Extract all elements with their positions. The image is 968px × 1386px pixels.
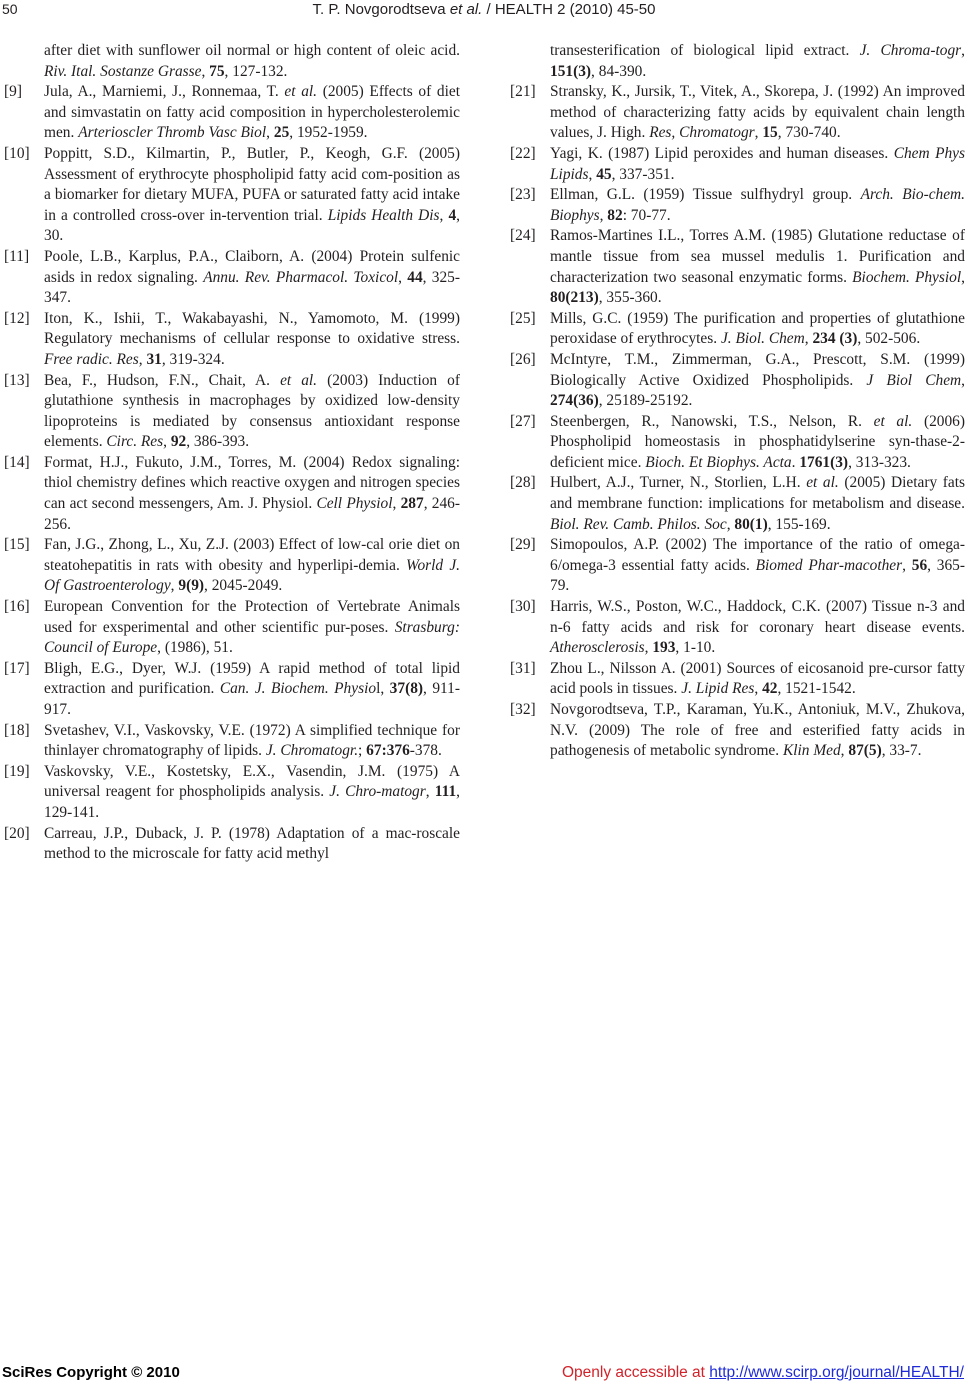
reference-number: [13] [4,371,30,389]
reference-entry [510,309,965,350]
reference-entry [4,453,460,535]
reference-entry [510,597,965,659]
reference-entry [510,82,965,144]
reference-number: [16] [4,598,30,616]
reference-text: Zhou L., Nilsson A. (2001) Sources of eicosanoid pre-cursor fatty acid pools in tissues. J. Lipid Res, 42, 1521-1542. [550,659,965,698]
reference-text: Svetashev, V.I., Vaskovsky, V.E. (1972) A simplified technique for thinlayer chromatography of lipids. J. Chromatogr.; 67:376-378. [44,721,460,760]
reference-text: Poole, L.B., Karplus, P.A., Claiborn, A. (2004) Protein sulfenic asids in redox signaling. Annu. Rev. Pharmacol. Toxicol, 44, 325-347. [44,247,460,307]
reference-number: [19] [4,762,30,780]
reference-entry [4,762,460,824]
reference-entry [4,247,460,309]
reference-entry [510,226,965,308]
reference-text: Simopoulos, A.P. (2002) The importance of the ratio of omega-6/omega-3 essential fatty acids. Biomed Phar-macother, 56, 365-79. [550,536,965,595]
reference-number: [29] [510,536,536,554]
reference-number: [15] [4,536,30,554]
reference-number: [30] [510,598,536,616]
reference-entry [510,185,965,226]
reference-text: Stransky, K., Jursik, T., Vitek, A., Skorepa, J. (1992) An improved method of characterizing fatty acids by equivalent chain length values, J. High. Res, Chromatogr, 15, 730-740. [550,83,965,142]
reference-text: Ramos-Martines I.L., Torres A.M. (1985) Glutatione reductase of mantle tissue from sea mussel medulis 1. Purification and characterization two seasonal enzymatic forms. Biochem. Physiol, 80(213), 355-360. [550,227,965,307]
reference-entry [510,350,965,412]
references-right-column [510,41,965,762]
reference-entry [4,309,460,371]
reference-number: [31] [510,659,536,677]
reference-text: Poppitt, S.D., Kilmartin, P., Butler, P., Keogh, G.F. (2005) Assessment of erythrocyte phospholipid fatty acid com-position as a biomarker for dietary MUFA, PUFA or saturated fatty acid intake in a controlled cross-over in-tervention trial. Lipids Health Dis, 4, 30. [44,144,460,245]
reference-text: Steenbergen, R., Nanowski, T.S., Nelson, R. et al. (2006) Phospholipid homeostasis in phosphatidylserine syn-thase-2-deficient mice. Bioch. Et Biophys. Acta. 1761(3), 313-323. [550,412,965,471]
reference-text: Vaskovsky, V.E., Kostetsky, E.X., Vasendin, J.M. (1975) A universal reagent for phospholipids analysis. J. Chro-matogr, 111, 129-141. [44,762,460,821]
reference-number: [28] [510,474,536,492]
reference-entry [4,824,460,865]
reference-text: transesterification of biological lipid extract. J. Chroma-togr, 151(3), 84-390. [550,42,965,80]
reference-text: Harris, W.S., Poston, W.C., Haddock, C.K. (2007) Tissue n-3 and n-6 fatty acids and risk for coronary heart disease events. Atherosclerosis, 193, 1-10. [550,598,965,657]
reference-entry [4,82,460,144]
references-left-column [4,41,460,865]
reference-entry [4,371,460,453]
reference-text: Jula, A., Marniemi, J., Ronnemaa, T. et al. (2005) Effects of diet and simvastatin on fatty acid composition in hypercholesterolemic men. Arterioscler Thromb Vasc Biol, 25, 1952-1959. [44,83,460,142]
reference-text: Carreau, J.P., Duback, J. P. (1978) Adaptation of a mac-roscale method to the microscale for fatty acid methyl [44,824,460,863]
reference-text: Yagi, K. (1987) Lipid peroxides and human diseases. Chem Phys Lipids, 45, 337-351. [550,144,965,183]
page-number: 50 [2,1,18,17]
reference-number: [23] [510,186,536,204]
reference-number: [24] [510,227,536,245]
reference-number: [21] [510,83,536,101]
access-notice [562,1364,964,1382]
reference-number: [11] [4,247,30,265]
reference-number: [26] [510,350,536,368]
reference-number: [14] [4,453,30,471]
reference-text: Iton, K., Ishii, T., Wakabayashi, N., Yamomoto, M. (1999) Regulatory mechanisms of cellular response to oxidative stress. Free radic. Res, 31, 319-324. [44,309,460,368]
reference-text: after diet with sunflower oil normal or high content of oleic acid. Riv. Ital. Sostanze Grasse, 75, 127-132. [44,42,460,80]
reference-entry [4,721,460,762]
reference-text: Fan, J.G., Zhong, L., Xu, Z.J. (2003) Effect of low-cal orie diet on steatohepatitis in rats with obesity and hyperlipi-demia. World J. Of Gastroenterology, 9(9), 2045-2049. [44,536,461,595]
reference-number: [27] [510,412,536,430]
reference-entry [510,41,965,82]
running-title: T. P. Novgorodtseva et al. / HEALTH 2 (2010) 45-50 [312,1,656,18]
reference-entry [4,144,460,247]
reference-text: Novgorodtseva, T.P., Karaman, Yu.K., Antoniuk, M.V., Zhukova, N.V. (2009) The role of free and esterified fatty acids in pathogenesis of metabolic syndrome. Klin Med, 87(5), 33-7. [550,701,965,760]
reference-entry [510,535,965,597]
reference-number: [10] [4,144,30,162]
reference-entry [510,659,965,700]
reference-text: Format, H.J., Fukuto, J.M., Torres, M. (2004) Redox signaling: thiol chemistry defines which reactive oxygen and nitrogen species can act second messengers, Am. J. Physiol. Cell Physiol, 287, 246-256. [44,453,460,533]
reference-text: Bligh, E.G., Dyer, W.J. (1959) A rapid method of total lipid extraction and purification. Can. J. Biochem. Physiol, 37(8), 911-917. [44,659,460,718]
reference-entry [510,144,965,185]
reference-number: [17] [4,659,30,677]
reference-text: Bea, F., Hudson, F.N., Chait, A. et al. (2003) Induction of glutathione synthesis in macrophages by oxidized low-density lipoproteins is mediated by consensus antioxidant response elements. Circ. Res, 92, 386-393. [44,371,460,451]
copyright-notice: SciRes Copyright © 2010 [2,1364,180,1381]
reference-number: [12] [4,309,30,327]
reference-number: [32] [510,701,536,718]
reference-text: Ellman, G.L. (1959) Tissue sulfhydryl group. Arch. Bio-chem. Biophys, 82: 70-77. [550,186,966,224]
reference-entry [4,597,460,659]
reference-number: [18] [4,721,30,739]
reference-text: Hulbert, A.J., Turner, N., Storlien, L.H. et al. (2005) Dietary fats and membrane function: implications for metabolism and disease. Biol. Rev. Camb. Philos. Soc, 80(1), 155-169. [550,474,965,533]
reference-entry [510,700,965,762]
reference-number: [9] [4,83,22,101]
journal-link[interactable]: http://www.scirp.org/journal/HEALTH/ [709,1364,964,1381]
reference-entry [4,41,460,82]
reference-entry [510,473,965,535]
reference-entry [4,659,460,721]
reference-number: [22] [510,144,536,162]
reference-number: [25] [510,309,536,327]
reference-text: European Convention for the Protection of Vertebrate Animals used for exsperimental and other scientific pur-poses. Strasburg: Council of Europe, (1986), 51. [44,598,460,657]
reference-text: McIntyre, T.M., Zimmerman, G.A., Prescott, S.M. (1999) Biologically Active Oxidized Phospholipids. J Biol Chem, 274(36), 25189-25192. [550,350,965,410]
reference-entry [4,535,460,597]
reference-entry [510,412,965,474]
access-label: Openly accessible at [561,1364,710,1381]
reference-number: [20] [4,824,30,842]
reference-text: Mills, G.C. (1959) The purification and properties of glutathione peroxidase of erythrocytes. J. Biol. Chem, 234 (3), 502-506. [550,309,965,348]
